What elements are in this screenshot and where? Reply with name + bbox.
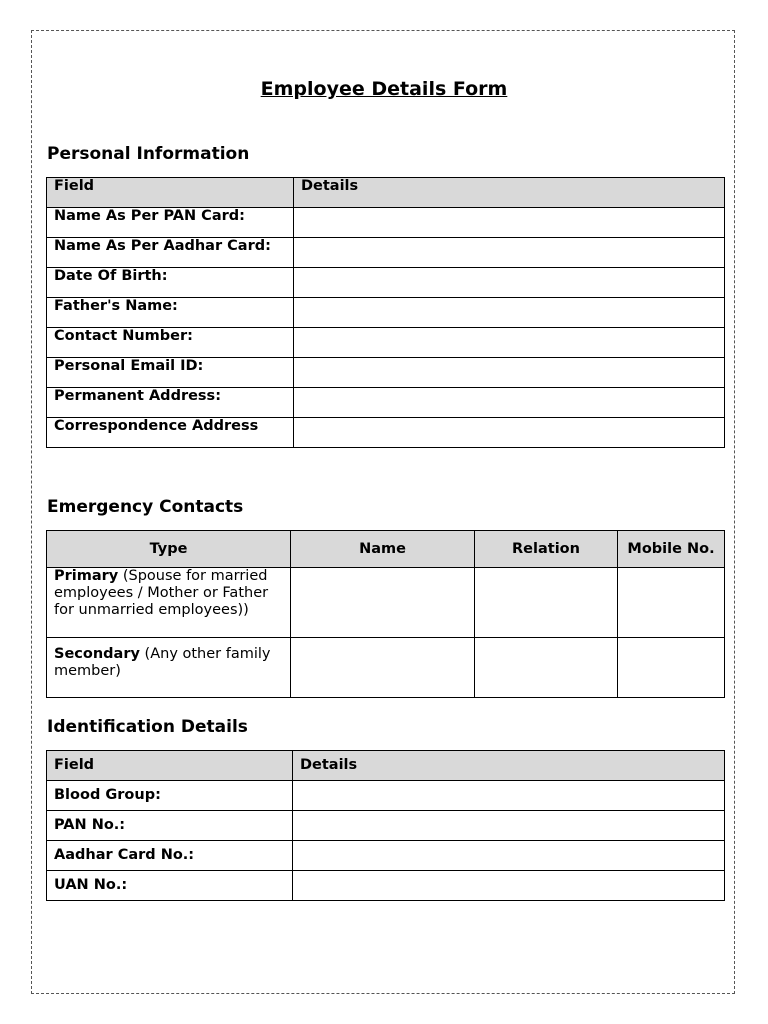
- field-label: Aadhar Card No.:: [47, 841, 293, 871]
- details-cell-pan-name[interactable]: [294, 208, 725, 238]
- details-cell-blood-group[interactable]: [293, 781, 725, 811]
- table-row: [47, 358, 725, 388]
- table-row: [47, 871, 725, 901]
- column-header-field: Field: [47, 178, 294, 208]
- secondary-note: (Any other family member): [54, 646, 271, 679]
- field-label: Blood Group:: [47, 781, 293, 811]
- table-header-row: [47, 531, 725, 568]
- field-label: Name As Per PAN Card:: [47, 208, 294, 238]
- identification-table: [46, 750, 725, 901]
- table-row: [47, 208, 725, 238]
- secondary-relation-cell[interactable]: [475, 638, 618, 698]
- table-row: [47, 841, 725, 871]
- column-header-details: Details: [294, 178, 725, 208]
- details-cell-correspondence-address[interactable]: [294, 418, 725, 448]
- column-header-type: Type: [47, 531, 291, 568]
- table-row: [47, 388, 725, 418]
- personal-info-heading: Personal Information: [47, 144, 250, 164]
- field-label: Contact Number:: [47, 328, 294, 358]
- field-label: PAN No.:: [47, 811, 293, 841]
- field-label: Name As Per Aadhar Card:: [47, 238, 294, 268]
- column-header-mobile: Mobile No.: [618, 531, 725, 568]
- column-header-name: Name: [291, 531, 475, 568]
- identification-heading: Identification Details: [47, 717, 248, 737]
- table-row: [47, 328, 725, 358]
- emergency-contacts-table: [46, 530, 725, 698]
- details-cell-father-name[interactable]: [294, 298, 725, 328]
- table-row: [47, 298, 725, 328]
- details-cell-pan-no[interactable]: [293, 811, 725, 841]
- table-header-row: [47, 751, 725, 781]
- table-row: [47, 568, 725, 638]
- field-label: Father's Name:: [47, 298, 294, 328]
- table-row: [47, 781, 725, 811]
- primary-mobile-cell[interactable]: [618, 568, 725, 638]
- column-header-relation: Relation: [475, 531, 618, 568]
- table-row: [47, 418, 725, 448]
- details-cell-aadhar-name[interactable]: [294, 238, 725, 268]
- type-cell-primary: [47, 568, 291, 638]
- table-row: [47, 238, 725, 268]
- form-title: Employee Details Form: [260, 78, 508, 100]
- primary-relation-cell[interactable]: [475, 568, 618, 638]
- details-cell-uan-no[interactable]: [293, 871, 725, 901]
- field-label: Correspondence Address: [47, 418, 294, 448]
- column-header-details: Details: [293, 751, 725, 781]
- type-cell-secondary: [47, 638, 291, 698]
- table-row: [47, 811, 725, 841]
- field-label: Date Of Birth:: [47, 268, 294, 298]
- details-cell-email[interactable]: [294, 358, 725, 388]
- primary-note: (Spouse for married employees / Mother or Father for unmarried employees)): [54, 568, 269, 618]
- secondary-name-cell[interactable]: [291, 638, 475, 698]
- field-label: UAN No.:: [47, 871, 293, 901]
- table-header-row: [47, 178, 725, 208]
- table-row: [47, 638, 725, 698]
- primary-label: Primary: [54, 568, 119, 584]
- details-cell-contact-number[interactable]: [294, 328, 725, 358]
- table-row: [47, 268, 725, 298]
- column-header-field: Field: [47, 751, 293, 781]
- details-cell-aadhar-no[interactable]: [293, 841, 725, 871]
- personal-info-table: [46, 177, 725, 448]
- details-cell-permanent-address[interactable]: [294, 388, 725, 418]
- details-cell-dob[interactable]: [294, 268, 725, 298]
- field-label: Permanent Address:: [47, 388, 294, 418]
- secondary-mobile-cell[interactable]: [618, 638, 725, 698]
- secondary-label: Secondary: [54, 646, 140, 662]
- field-label: Personal Email ID:: [47, 358, 294, 388]
- primary-name-cell[interactable]: [291, 568, 475, 638]
- emergency-contacts-heading: Emergency Contacts: [47, 497, 244, 517]
